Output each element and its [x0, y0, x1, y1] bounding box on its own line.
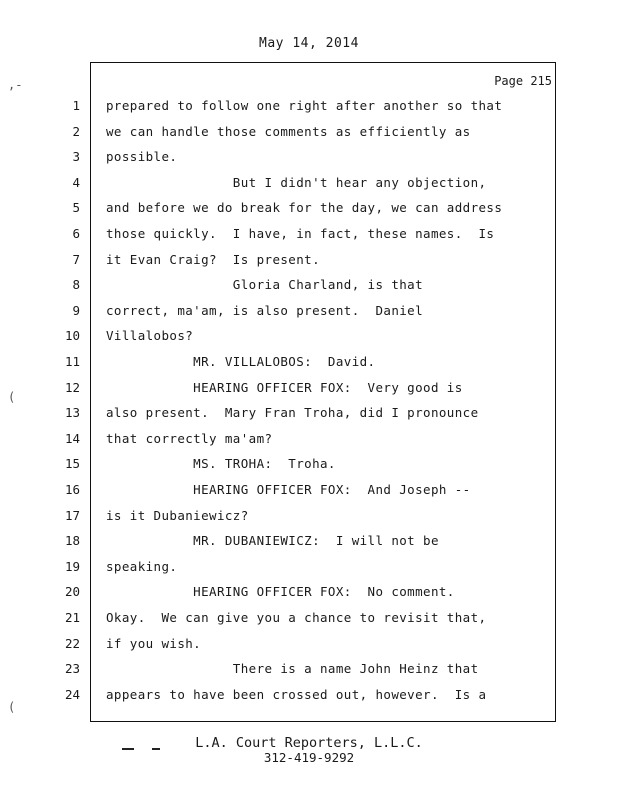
line-text: correct, ma'am, is also present. Daniel: [106, 302, 424, 318]
line-number: 13: [64, 405, 80, 421]
line-number: 10: [64, 328, 80, 344]
line-number: 18: [64, 533, 80, 549]
line-number: 12: [64, 379, 80, 395]
line-number: 6: [72, 226, 80, 241]
line-text: if you wish.: [106, 635, 202, 651]
line-text: HEARING OFFICER FOX: No comment.: [106, 584, 455, 600]
line-number: 20: [64, 584, 80, 600]
line-text: Villalobos?: [106, 328, 194, 344]
line-number: 7: [72, 251, 80, 267]
line-text: it Evan Craig? Is present.: [106, 251, 320, 267]
footer-phone: 312-419-9292: [263, 750, 355, 765]
line-number: 16: [64, 482, 80, 497]
line-number: 5: [72, 200, 80, 216]
line-number: 14: [64, 430, 80, 446]
line-text: There is a name John Heinz that: [106, 661, 479, 677]
line-text: prepared to follow one right after another so that: [106, 98, 503, 113]
line-text: Okay. We can give you a chance to revisit that,: [106, 610, 487, 625]
line-text: and before we do break for the day, we can address: [106, 200, 503, 216]
line-number: 3: [72, 149, 80, 165]
line-number: 19: [64, 558, 80, 574]
line-number: 2: [72, 123, 80, 139]
line-number: 9: [72, 302, 80, 318]
margin-mark: ,-: [8, 78, 23, 92]
line-number: 1: [72, 98, 80, 113]
line-text: MR. DUBANIEWICZ: I will not be: [106, 533, 439, 549]
line-text: is it Dubaniewicz?: [106, 507, 249, 523]
line-number: 8: [72, 277, 80, 293]
line-text: Gloria Charland, is that: [106, 277, 424, 293]
margin-mark: (: [8, 700, 16, 714]
line-number: 23: [64, 661, 80, 677]
line-text: that correctly ma'am?: [106, 430, 273, 446]
footer-company: L.A. Court Reporters, L.L.C.: [195, 735, 423, 751]
line-text: possible.: [106, 149, 178, 165]
line-number: 22: [64, 635, 80, 651]
line-text: HEARING OFFICER FOX: Very good is: [106, 379, 463, 395]
line-text: MR. VILLALOBOS: David.: [106, 354, 376, 369]
line-text: MS. TROHA: Troha.: [106, 456, 336, 472]
line-number: 11: [64, 354, 80, 369]
line-number: 15: [64, 456, 80, 472]
line-text: also present. Mary Fran Troha, did I pronounce: [106, 405, 479, 421]
line-text: HEARING OFFICER FOX: And Joseph --: [106, 482, 471, 497]
line-text: But I didn't hear any objection,: [106, 174, 487, 190]
line-text: we can handle those comments as efficiently as: [106, 123, 471, 139]
margin-mark: (: [8, 390, 16, 404]
line-number: 24: [64, 686, 80, 702]
line-text: appears to have been crossed out, however. Is a: [106, 686, 487, 702]
line-number: 17: [64, 507, 80, 523]
line-text: speaking.: [106, 558, 178, 574]
line-number: 4: [72, 174, 80, 190]
line-number: 21: [64, 610, 80, 625]
page-number: Page 215: [494, 74, 552, 88]
header-date: May 14, 2014: [259, 36, 359, 51]
line-text: those quickly. I have, in fact, these names. Is: [106, 226, 495, 241]
